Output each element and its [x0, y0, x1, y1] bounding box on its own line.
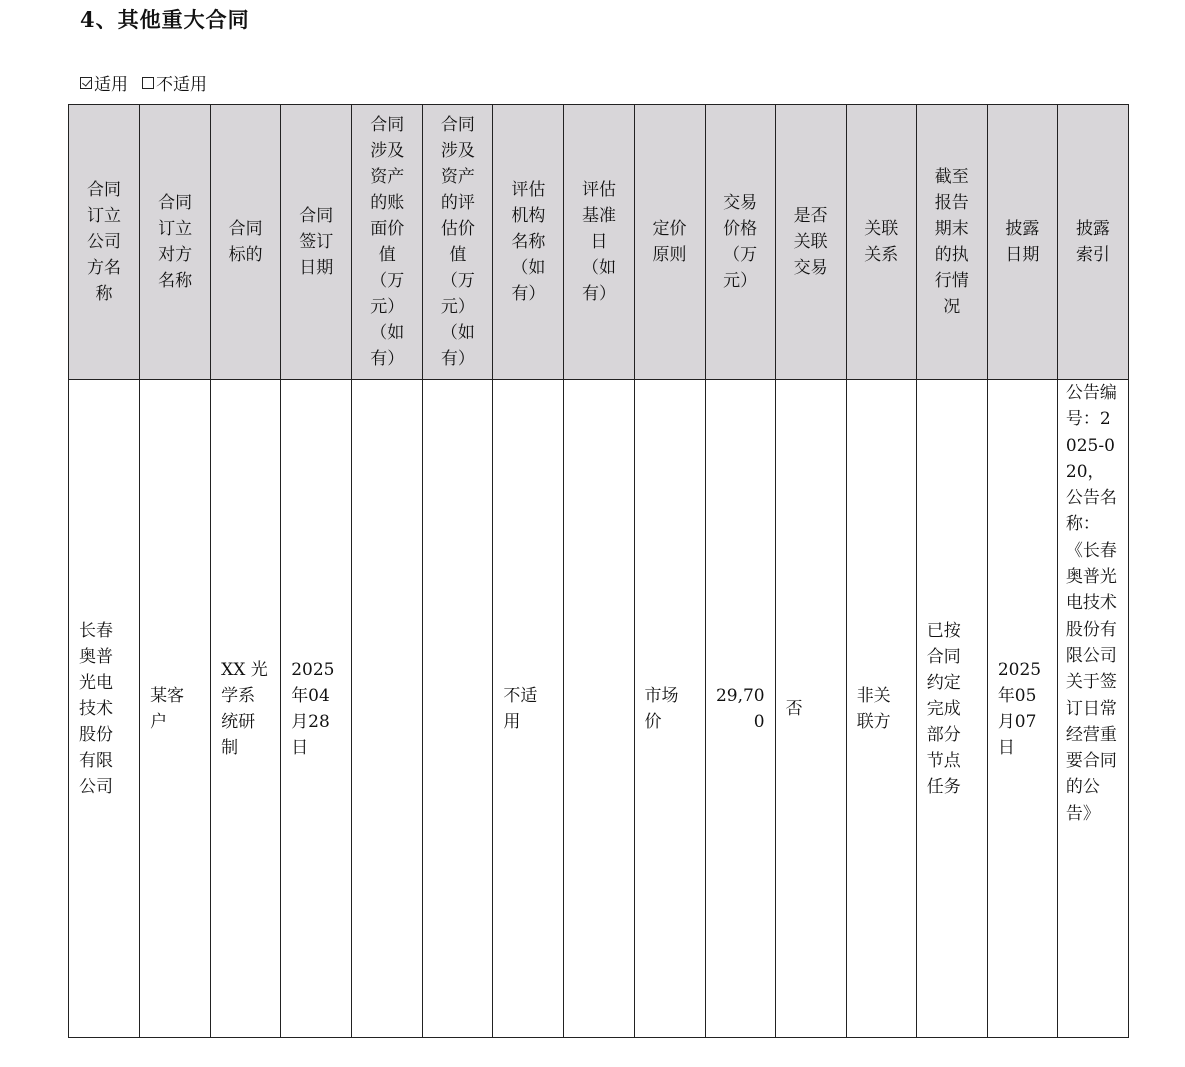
header-subject: 合同标的	[211, 105, 281, 380]
cell-disclosure-index: 公告编号：2025-020，公告名称：《长春奥普光电技术股份有限公司关于签订日常经营重要合同的公告》	[1057, 380, 1128, 1038]
cell-pricing-principle: 市场价	[634, 380, 705, 1038]
table-header-row	[69, 105, 1129, 380]
applicable-label: 适用	[94, 75, 128, 95]
section-title: 4、其他重大合同	[80, 7, 250, 32]
cell-appraisal-agency: 不适用	[493, 380, 564, 1038]
header-disclosure-index: 披露索引	[1057, 105, 1128, 380]
header-execution-status: 截至报告期末的执行情况	[916, 105, 987, 380]
cell-price: 29,700	[705, 380, 775, 1038]
table-row	[69, 380, 1129, 1038]
cell-execution-status: 已按合同约定完成部分节点任务	[916, 380, 987, 1038]
cell-appraisal-base-date	[564, 380, 634, 1038]
cell-company: 长春奥普光电技术股份有限公司	[69, 380, 140, 1038]
header-pricing-principle: 定价原则	[634, 105, 705, 380]
header-disclosure-date: 披露日期	[987, 105, 1057, 380]
header-is-related: 是否关联交易	[775, 105, 846, 380]
cell-disclosure-date: 2025年05月07日	[987, 380, 1057, 1038]
header-book-value: 合同涉及资产的账面价值（万元）（如有）	[352, 105, 423, 380]
cell-subject: XX 光学系统研制	[211, 380, 281, 1038]
applicability-options	[80, 70, 207, 95]
cell-book-value	[352, 380, 423, 1038]
not-applicable-checkbox	[142, 77, 154, 89]
header-counterparty: 合同订立对方名称	[140, 105, 211, 380]
header-sign-date: 合同签订日期	[281, 105, 352, 380]
header-price: 交易价格（万元）	[705, 105, 775, 380]
not-applicable-label: 不适用	[156, 75, 207, 95]
cell-sign-date: 2025年04月28日	[281, 380, 352, 1038]
cell-counterparty: 某客户	[140, 380, 211, 1038]
cell-appraised-value	[423, 380, 493, 1038]
header-appraised-value: 合同涉及资产的评估价值（万元）（如有）	[423, 105, 493, 380]
major-contracts-table	[68, 104, 1129, 1038]
header-appraisal-base-date: 评估基准日（如有）	[564, 105, 634, 380]
applicable-checkbox	[80, 77, 92, 89]
header-company: 合同订立公司方名称	[69, 105, 140, 380]
header-appraisal-agency: 评估机构名称（如有）	[493, 105, 564, 380]
header-relationship: 关联关系	[846, 105, 916, 380]
cell-is-related: 否	[775, 380, 846, 1038]
cell-relationship: 非关联方	[846, 380, 916, 1038]
